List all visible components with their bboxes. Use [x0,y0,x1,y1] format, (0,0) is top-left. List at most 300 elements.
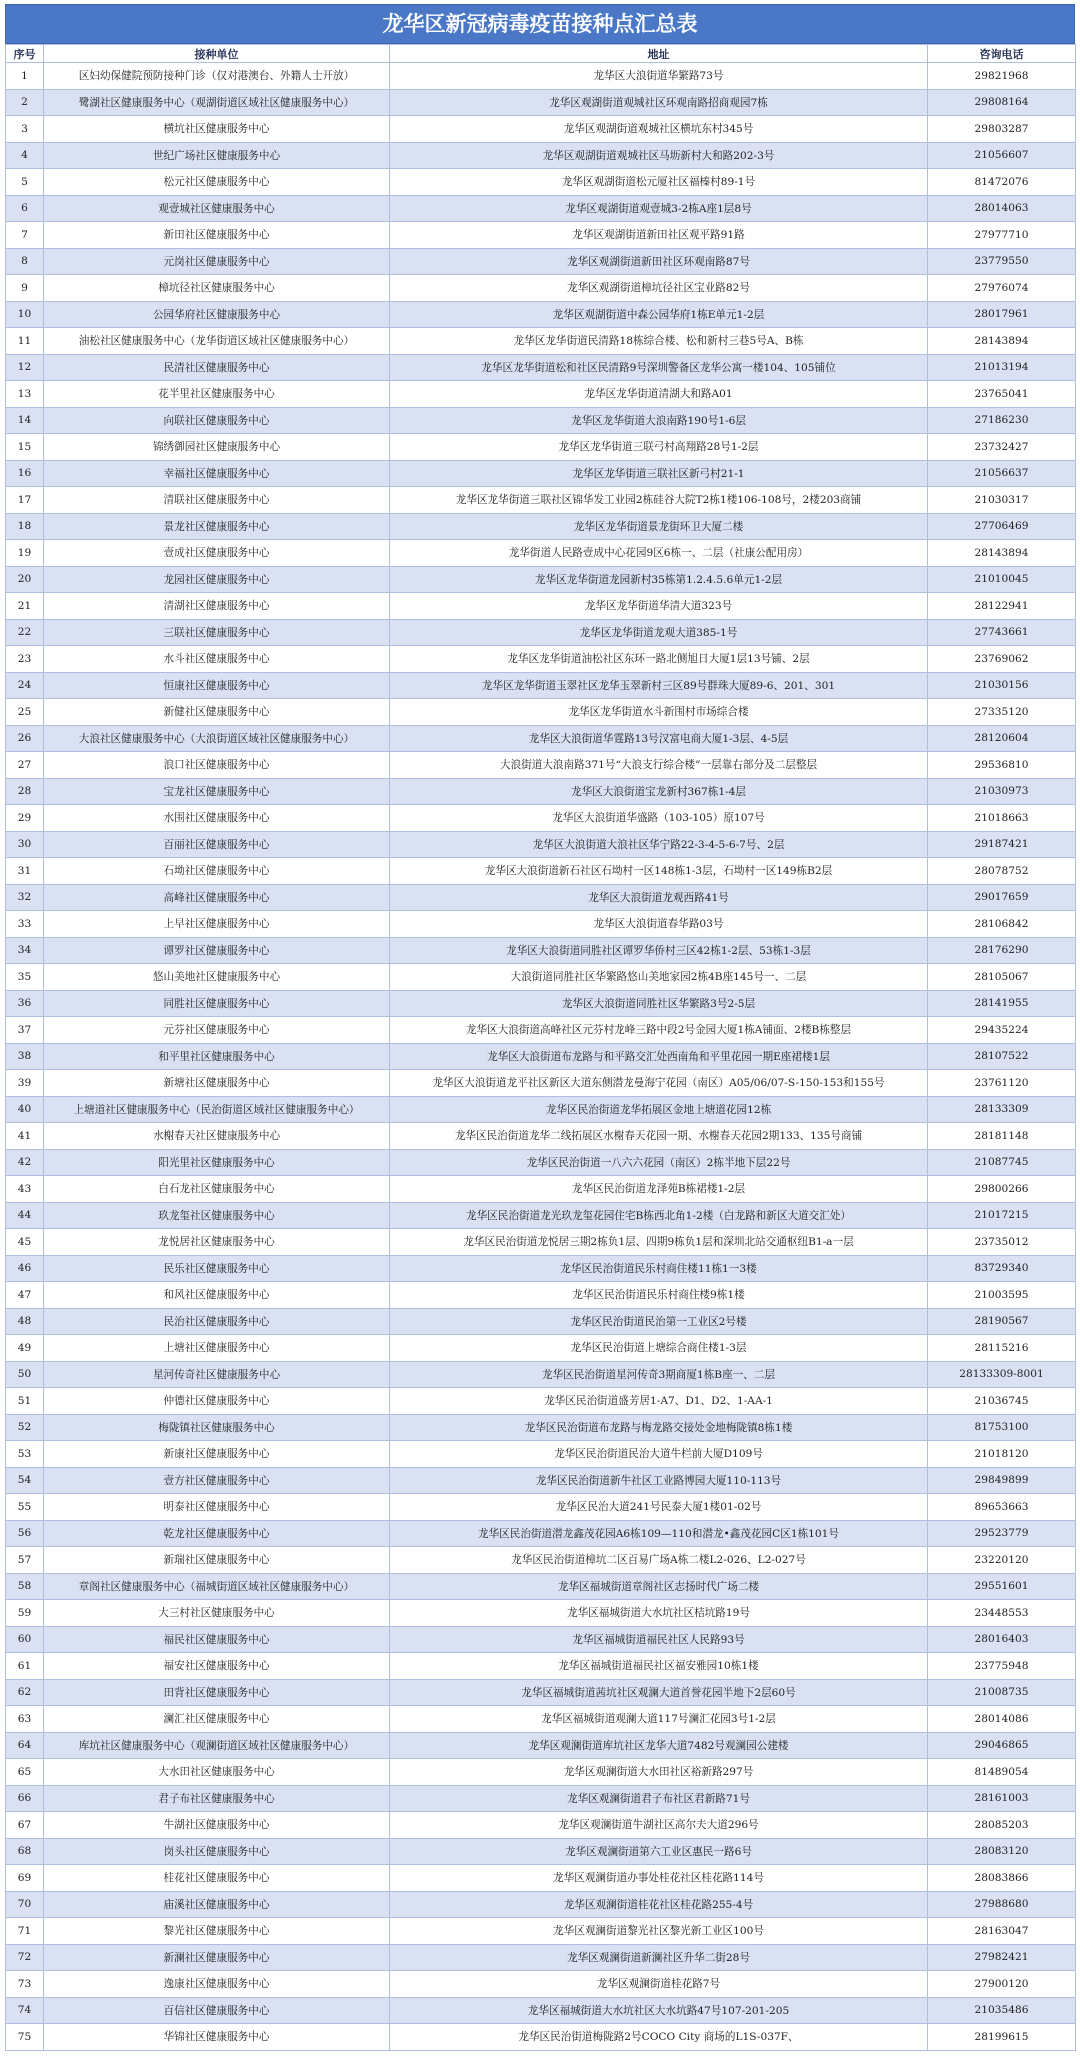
cell-no: 46 [6,1255,44,1282]
cell-address: 龙华区龙华街道三联弓村高翔路28号1-2层 [390,434,928,461]
table-row [6,937,1076,964]
cell-unit: 上塘社区健康服务中心 [44,1335,390,1362]
cell-address: 龙华区观湖街道中森公园华府1栋E单元1-2层 [390,301,928,328]
cell-phone: 89653663 [928,1494,1076,1521]
cell-unit: 黎光社区健康服务中心 [44,1918,390,1945]
cell-phone: 29046865 [928,1732,1076,1759]
cell-phone: 27977710 [928,222,1076,249]
cell-unit: 宝龙社区健康服务中心 [44,778,390,805]
cell-unit: 油松社区健康服务中心（龙华街道区域社区健康服务中心） [44,328,390,355]
cell-address: 龙华区民治街道龙悦居三期2栋负1层、四期9栋负1层和深圳北站交通枢纽B1-a一层 [390,1229,928,1256]
header-unit: 接种单位 [44,45,390,63]
cell-phone: 23769062 [928,646,1076,673]
table-row [6,1335,1076,1362]
table-row [6,1388,1076,1415]
cell-address: 龙华街道人民路壹成中心花园9区6栋一、二层（社康公配用房） [390,540,928,567]
table-body [6,63,1076,2051]
cell-unit: 谭罗社区健康服务中心 [44,937,390,964]
cell-unit: 和平里社区健康服务中心 [44,1043,390,1070]
cell-no: 15 [6,434,44,461]
table-row [6,1096,1076,1123]
cell-no: 66 [6,1785,44,1812]
cell-address: 龙华区民治街道梅陇路2号COCO City 商场的L1S-037F、 [390,2024,928,2051]
cell-no: 8 [6,248,44,275]
cell-no: 20 [6,566,44,593]
cell-phone: 28190567 [928,1308,1076,1335]
table-row [6,964,1076,991]
cell-no: 38 [6,1043,44,1070]
cell-phone: 27900120 [928,1971,1076,1998]
header-address: 地址 [390,45,928,63]
cell-address: 龙华区民治街道龙华二线拓展区水榭春天花园一期、水榭春天花园2期133、135号商铺 [390,1123,928,1150]
cell-no: 6 [6,195,44,222]
cell-no: 51 [6,1388,44,1415]
cell-unit: 高峰社区健康服务中心 [44,884,390,911]
cell-phone: 21056637 [928,460,1076,487]
table-row [6,990,1076,1017]
cell-address: 龙华区福城街道章阁社区志扬时代广场二楼 [390,1573,928,1600]
cell-address: 龙华区龙华街道华清大道323号 [390,593,928,620]
cell-phone: 29808164 [928,89,1076,116]
cell-unit: 清联社区健康服务中心 [44,487,390,514]
table-row [6,1494,1076,1521]
header-phone: 咨询电话 [928,45,1076,63]
cell-unit: 仲德社区健康服务中心 [44,1388,390,1415]
table-row [6,195,1076,222]
cell-address: 龙华区民治街道民乐村商住楼11栋1一3楼 [390,1255,928,1282]
cell-no: 69 [6,1865,44,1892]
cell-unit: 三联社区健康服务中心 [44,619,390,646]
cell-no: 61 [6,1653,44,1680]
cell-phone: 27743661 [928,619,1076,646]
cell-unit: 新康社区健康服务中心 [44,1441,390,1468]
cell-address: 龙华区民治大道241号民泰大厦1楼01-02号 [390,1494,928,1521]
table-row [6,566,1076,593]
cell-unit: 清湖社区健康服务中心 [44,593,390,620]
cell-address: 龙华区观澜街道第六工业区惠民一路6号 [390,1838,928,1865]
table-row [6,89,1076,116]
cell-phone: 23735012 [928,1229,1076,1256]
cell-phone: 28078752 [928,858,1076,885]
table-row [6,434,1076,461]
cell-no: 27 [6,752,44,779]
cell-no: 21 [6,593,44,620]
cell-no: 9 [6,275,44,302]
cell-phone: 29536810 [928,752,1076,779]
cell-phone: 21003595 [928,1282,1076,1309]
cell-no: 57 [6,1547,44,1574]
cell-phone: 27706469 [928,513,1076,540]
cell-phone: 28143894 [928,328,1076,355]
cell-phone: 28085203 [928,1812,1076,1839]
cell-unit: 上早社区健康服务中心 [44,911,390,938]
cell-no: 29 [6,805,44,832]
cell-address: 龙华区民治街道民治大道牛栏前大厦D109号 [390,1441,928,1468]
cell-address: 龙华区民治街道龙光玖龙玺花园住宅B栋西北角1-2楼（白龙路和新区大道交汇处） [390,1202,928,1229]
table-row [6,672,1076,699]
cell-unit: 和风社区健康服务中心 [44,1282,390,1309]
cell-no: 65 [6,1759,44,1786]
cell-address: 龙华区大浪街道华霆路13号汉富电商大厦1-3层、4-5层 [390,725,928,752]
cell-unit: 水围社区健康服务中心 [44,805,390,832]
cell-unit: 樟坑径社区健康服务中心 [44,275,390,302]
cell-phone: 28083866 [928,1865,1076,1892]
cell-phone: 29523779 [928,1520,1076,1547]
cell-address: 龙华区民治街道民治第一工业区2号楼 [390,1308,928,1335]
cell-no: 23 [6,646,44,673]
cell-address: 龙华区民治街道盛芳居1-A7、D1、D2、1-AA-1 [390,1388,928,1415]
cell-phone: 28133309-8001 [928,1361,1076,1388]
cell-address: 龙华区大浪街道新石社区石坳村一区148栋1-3层，石坳村一区149栋B2层 [390,858,928,885]
cell-no: 60 [6,1626,44,1653]
cell-address: 龙华区观湖街道松元厦社区福榛村89-1号 [390,169,928,196]
cell-address: 大浪街道大浪南路371号“大浪支行综合楼”一层靠右部分及二层整层 [390,752,928,779]
table-row [6,1282,1076,1309]
cell-address: 龙华区观澜街道君子布社区君新路71号 [390,1785,928,1812]
cell-no: 58 [6,1573,44,1600]
cell-unit: 乾龙社区健康服务中心 [44,1520,390,1547]
cell-unit: 悠山美地社区健康服务中心 [44,964,390,991]
cell-unit: 梅陇镇社区健康服务中心 [44,1414,390,1441]
table-row [6,328,1076,355]
cell-address: 龙华区大浪街道高峰社区元芬村龙峰三路中段2号金园大厦1栋A铺面、2楼B栋整层 [390,1017,928,1044]
cell-phone: 23779550 [928,248,1076,275]
cell-unit: 石坳社区健康服务中心 [44,858,390,885]
cell-unit: 澜汇社区健康服务中心 [44,1706,390,1733]
table-row [6,460,1076,487]
cell-unit: 上塘道社区健康服务中心（民治街道区域社区健康服务中心） [44,1096,390,1123]
table-row [6,1944,1076,1971]
cell-no: 72 [6,1944,44,1971]
cell-address: 龙华区大浪街道大浪社区华宁路22-3-4-5-6-7号、2层 [390,831,928,858]
table-row [6,1971,1076,1998]
cell-no: 75 [6,2024,44,2051]
cell-unit: 百丽社区健康服务中心 [44,831,390,858]
cell-address: 龙华区观澜街道黎光社区黎光新工业区100号 [390,1918,928,1945]
cell-address: 龙华区观澜街道桂花路7号 [390,1971,928,1998]
table-row [6,487,1076,514]
cell-phone: 23761120 [928,1070,1076,1097]
cell-phone: 28141955 [928,990,1076,1017]
cell-address: 龙华区观湖街道樟坑径社区宝业路82号 [390,275,928,302]
table-row [6,646,1076,673]
cell-unit: 章阁社区健康服务中心（福城街道区域社区健康服务中心） [44,1573,390,1600]
cell-address: 龙华区民治街道星河传奇3期商厦1栋B座一、二层 [390,1361,928,1388]
cell-no: 44 [6,1202,44,1229]
cell-address: 龙华区福城街道观澜大道117号澜汇花园3号1-2层 [390,1706,928,1733]
cell-address: 龙华区民治街道上塘综合商住楼1-3层 [390,1335,928,1362]
cell-phone: 29017659 [928,884,1076,911]
cell-no: 68 [6,1838,44,1865]
cell-phone: 27186230 [928,407,1076,434]
cell-no: 43 [6,1176,44,1203]
cell-unit: 水榭春天社区健康服务中心 [44,1123,390,1150]
cell-no: 70 [6,1891,44,1918]
cell-unit: 民治社区健康服务中心 [44,1308,390,1335]
cell-phone: 28176290 [928,937,1076,964]
cell-unit: 民清社区健康服务中心 [44,354,390,381]
cell-no: 14 [6,407,44,434]
cell-unit: 公园华府社区健康服务中心 [44,301,390,328]
cell-address: 龙华区福城街道茜坑社区观澜大道首誉花园半地下2层60号 [390,1679,928,1706]
table-row [6,1547,1076,1574]
cell-address: 龙华区民治街道潜龙鑫茂花园A6栋109—110和潜龙•鑫茂花园C区1栋101号 [390,1520,928,1547]
table-row [6,619,1076,646]
cell-unit: 白石龙社区健康服务中心 [44,1176,390,1203]
cell-unit: 福民社区健康服务中心 [44,1626,390,1653]
cell-unit: 库坑社区健康服务中心（观澜街道区域社区健康服务中心） [44,1732,390,1759]
cell-phone: 21008735 [928,1679,1076,1706]
cell-address: 龙华区龙华街道龙园新村35栋第1.2.4.5.6单元1-2层 [390,566,928,593]
cell-address: 龙华区龙华街道清湖大和路A01 [390,381,928,408]
cell-unit: 浪口社区健康服务中心 [44,752,390,779]
cell-address: 龙华区龙华街道松和社区民清路9号深圳警备区龙华公寓一楼104、105铺位 [390,354,928,381]
cell-no: 24 [6,672,44,699]
cell-phone: 28143894 [928,540,1076,567]
cell-address: 龙华区大浪街道布龙路与和平路交汇处西南角和平里花园一期E座裙楼1层 [390,1043,928,1070]
cell-unit: 幸福社区健康服务中心 [44,460,390,487]
table-row [6,1017,1076,1044]
cell-address: 龙华区民治街道新牛社区工业路博园大厦110-113号 [390,1467,928,1494]
cell-phone: 21013194 [928,354,1076,381]
cell-no: 34 [6,937,44,964]
cell-address: 龙华区龙华街道景龙街环卫大厦二楼 [390,513,928,540]
cell-address: 龙华区观湖街道观城社区横坑东村345号 [390,116,928,143]
cell-unit: 君子布社区健康服务中心 [44,1785,390,1812]
table-row [6,1706,1076,1733]
table-row [6,1414,1076,1441]
cell-address: 龙华区大浪街道华盛路（103-105）原107号 [390,805,928,832]
cell-unit: 新澜社区健康服务中心 [44,1944,390,1971]
cell-phone: 28161003 [928,1785,1076,1812]
table-row [6,1600,1076,1627]
cell-address: 龙华区龙华街道三联社区新弓村21-1 [390,460,928,487]
cell-no: 31 [6,858,44,885]
cell-unit: 龙悦居社区健康服务中心 [44,1229,390,1256]
table-row [6,169,1076,196]
cell-unit: 大水田社区健康服务中心 [44,1759,390,1786]
cell-no: 73 [6,1971,44,1998]
table-row [6,222,1076,249]
table-row [6,1123,1076,1150]
table-row [6,1043,1076,1070]
table-row [6,805,1076,832]
table-row [6,63,1076,90]
cell-phone: 28017961 [928,301,1076,328]
table-row [6,2024,1076,2051]
cell-no: 25 [6,699,44,726]
cell-phone: 29849899 [928,1467,1076,1494]
table-header-row [6,45,1076,63]
cell-address: 龙华区观澜街道库坑社区龙华大道7482号观澜园公建楼 [390,1732,928,1759]
cell-unit: 明泰社区健康服务中心 [44,1494,390,1521]
cell-phone: 23448553 [928,1600,1076,1627]
table-row [6,1812,1076,1839]
cell-address: 龙华区观湖街道新田社区观平路91路 [390,222,928,249]
table-row [6,1891,1076,1918]
cell-phone: 29821968 [928,63,1076,90]
cell-phone: 81753100 [928,1414,1076,1441]
cell-address: 大浪街道同胜社区华繁路悠山美地家园2栋4B座145号一、二层 [390,964,928,991]
cell-no: 2 [6,89,44,116]
vaccination-sites-table [5,44,1076,2051]
table-row [6,301,1076,328]
cell-no: 47 [6,1282,44,1309]
cell-no: 42 [6,1149,44,1176]
cell-no: 19 [6,540,44,567]
sheet-title: 龙华区新冠病毒疫苗接种点汇总表 [5,4,1075,44]
cell-unit: 横坑社区健康服务中心 [44,116,390,143]
table-row [6,513,1076,540]
table-row [6,752,1076,779]
cell-unit: 元岗社区健康服务中心 [44,248,390,275]
cell-no: 4 [6,142,44,169]
table-row [6,1255,1076,1282]
cell-unit: 恒康社区健康服务中心 [44,672,390,699]
cell-unit: 逸康社区健康服务中心 [44,1971,390,1998]
cell-unit: 玖龙玺社区健康服务中心 [44,1202,390,1229]
cell-phone: 27982421 [928,1944,1076,1971]
table-row [6,699,1076,726]
cell-phone: 21030973 [928,778,1076,805]
cell-phone: 23220120 [928,1547,1076,1574]
cell-no: 53 [6,1441,44,1468]
cell-address: 龙华区福城街道大水坑社区桔坑路19号 [390,1600,928,1627]
cell-no: 54 [6,1467,44,1494]
table-row [6,1573,1076,1600]
cell-phone: 29187421 [928,831,1076,858]
cell-no: 56 [6,1520,44,1547]
cell-phone: 21087745 [928,1149,1076,1176]
cell-unit: 向联社区健康服务中心 [44,407,390,434]
cell-unit: 新塘社区健康服务中心 [44,1070,390,1097]
cell-address: 龙华区福城街道福民社区人民路93号 [390,1626,928,1653]
cell-address: 龙华区民治街道樟坑二区百易广场A栋二楼L2-026、L2-027号 [390,1547,928,1574]
cell-address: 龙华区观澜街道桂花社区桂花路255-4号 [390,1891,928,1918]
cell-phone: 28181148 [928,1123,1076,1150]
cell-address: 龙华区福城街道大水坑社区大水坑路47号107-201-205 [390,1997,928,2024]
cell-unit: 元芬社区健康服务中心 [44,1017,390,1044]
cell-address: 龙华区龙华街道龙观大道385-1号 [390,619,928,646]
cell-unit: 松元社区健康服务中心 [44,169,390,196]
cell-unit: 福安社区健康服务中心 [44,1653,390,1680]
table-row [6,248,1076,275]
table-row [6,1732,1076,1759]
cell-unit: 新健社区健康服务中心 [44,699,390,726]
cell-no: 28 [6,778,44,805]
cell-phone: 28106842 [928,911,1076,938]
cell-unit: 龙园社区健康服务中心 [44,566,390,593]
cell-phone: 21035486 [928,1997,1076,2024]
cell-phone: 29435224 [928,1017,1076,1044]
table-row [6,275,1076,302]
cell-unit: 田背社区健康服务中心 [44,1679,390,1706]
table-row [6,1785,1076,1812]
table-row [6,1653,1076,1680]
cell-unit: 新田社区健康服务中心 [44,222,390,249]
table-row [6,1679,1076,1706]
cell-phone: 21056607 [928,142,1076,169]
cell-no: 64 [6,1732,44,1759]
cell-unit: 桂花社区健康服务中心 [44,1865,390,1892]
cell-unit: 庙溪社区健康服务中心 [44,1891,390,1918]
cell-unit: 百信社区健康服务中心 [44,1997,390,2024]
cell-no: 13 [6,381,44,408]
cell-phone: 28014063 [928,195,1076,222]
cell-unit: 华锦社区健康服务中心 [44,2024,390,2051]
table-row [6,1070,1076,1097]
cell-phone: 29551601 [928,1573,1076,1600]
cell-no: 52 [6,1414,44,1441]
cell-unit: 大浪社区健康服务中心（大浪街道区域社区健康服务中心） [44,725,390,752]
cell-address: 龙华区观澜街道大水田社区裕新路297号 [390,1759,928,1786]
cell-address: 龙华区观湖街道观壹城3-2栋A座1层8号 [390,195,928,222]
cell-phone: 81472076 [928,169,1076,196]
cell-unit: 水斗社区健康服务中心 [44,646,390,673]
table-row [6,1918,1076,1945]
cell-no: 50 [6,1361,44,1388]
cell-address: 龙华区大浪街道春华路03号 [390,911,928,938]
cell-no: 67 [6,1812,44,1839]
table-row [6,1997,1076,2024]
cell-unit: 锦绣御园社区健康服务中心 [44,434,390,461]
cell-no: 63 [6,1706,44,1733]
table-row [6,1202,1076,1229]
cell-phone: 21018120 [928,1441,1076,1468]
cell-address: 龙华区民治街道龙泽苑B栋裙楼1-2层 [390,1176,928,1203]
cell-phone: 27976074 [928,275,1076,302]
table-row [6,884,1076,911]
cell-no: 32 [6,884,44,911]
table-row [6,1838,1076,1865]
table-row [6,858,1076,885]
cell-address: 龙华区民治街道布龙路与梅龙路交接处金地梅陇镇8栋1楼 [390,1414,928,1441]
cell-no: 30 [6,831,44,858]
cell-no: 37 [6,1017,44,1044]
cell-no: 11 [6,328,44,355]
cell-phone: 28014086 [928,1706,1076,1733]
cell-phone: 21030156 [928,672,1076,699]
cell-unit: 壹成社区健康服务中心 [44,540,390,567]
table-row [6,831,1076,858]
cell-unit: 世纪广场社区健康服务中心 [44,142,390,169]
cell-no: 35 [6,964,44,991]
cell-no: 62 [6,1679,44,1706]
table-row [6,1361,1076,1388]
cell-no: 16 [6,460,44,487]
cell-phone: 23732427 [928,434,1076,461]
cell-unit: 牛湖社区健康服务中心 [44,1812,390,1839]
cell-phone: 21017215 [928,1202,1076,1229]
cell-phone: 28016403 [928,1626,1076,1653]
table-row [6,1520,1076,1547]
cell-no: 26 [6,725,44,752]
cell-phone: 21030317 [928,487,1076,514]
cell-no: 3 [6,116,44,143]
cell-no: 33 [6,911,44,938]
cell-no: 39 [6,1070,44,1097]
cell-no: 10 [6,301,44,328]
cell-address: 龙华区龙华街道民清路18栋综合楼、松和新村三巷5号A、B栋 [390,328,928,355]
cell-no: 17 [6,487,44,514]
cell-no: 49 [6,1335,44,1362]
cell-address: 龙华区民治街道一八六六花园（南区）2栋半地下层22号 [390,1149,928,1176]
cell-no: 36 [6,990,44,1017]
table-row [6,593,1076,620]
table-row [6,1308,1076,1335]
cell-phone: 83729340 [928,1255,1076,1282]
cell-unit: 观壹城社区健康服务中心 [44,195,390,222]
